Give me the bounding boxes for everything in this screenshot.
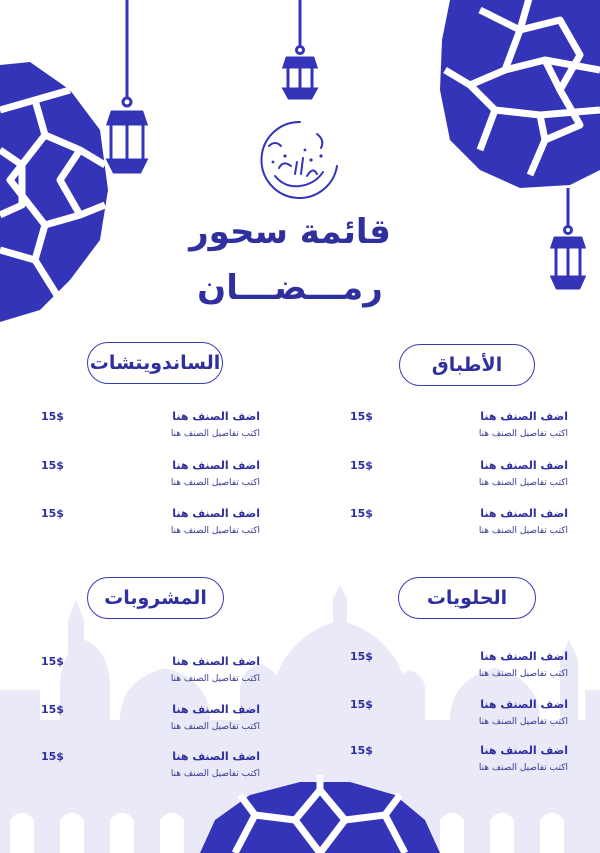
item-price: 15$ — [350, 650, 373, 663]
item-name: اضف الصنف هنا — [480, 698, 568, 711]
item-description: اكتب تفاصيل الصنف هنا — [170, 526, 260, 536]
item-description: اكتب تفاصيل الصنف هنا — [170, 769, 260, 779]
section-heading-desserts: الحلويات — [398, 577, 536, 619]
list-item — [400, 650, 568, 679]
list-item — [400, 507, 568, 536]
item-description: اكتب تفاصيل الصنف هنا — [478, 526, 568, 536]
item-price: 15$ — [350, 507, 373, 520]
list-item — [400, 698, 568, 727]
item-name: اضف الصنف هنا — [480, 650, 568, 663]
list-item — [92, 507, 260, 536]
item-description: اكتب تفاصيل الصنف هنا — [478, 763, 568, 773]
list-item — [92, 750, 260, 779]
section-heading-sandwiches: الساندويتشات — [87, 342, 223, 384]
list-item — [92, 410, 260, 439]
list-item — [400, 744, 568, 773]
item-price: 15$ — [350, 410, 373, 423]
item-name: اضف الصنف هنا — [480, 410, 568, 423]
item-price: 15$ — [350, 744, 373, 757]
calligraphy-emblem — [255, 116, 345, 206]
item-price: 15$ — [41, 655, 64, 668]
item-price: 15$ — [41, 410, 64, 423]
item-description: اكتب تفاصيل الصنف هنا — [170, 674, 260, 684]
section-heading-dishes: الأطباق — [399, 344, 535, 386]
item-description: اكتب تفاصيل الصنف هنا — [170, 478, 260, 488]
list-item — [400, 410, 568, 439]
item-description: اكتب تفاصيل الصنف هنا — [478, 429, 568, 439]
item-name: اضف الصنف هنا — [172, 750, 260, 763]
item-description: اكتب تفاصيل الصنف هنا — [478, 478, 568, 488]
item-name: اضف الصنف هنا — [172, 703, 260, 716]
item-name: اضف الصنف هنا — [172, 507, 260, 520]
list-item — [92, 655, 260, 684]
item-description: اكتب تفاصيل الصنف هنا — [170, 429, 260, 439]
item-price: 15$ — [41, 459, 64, 472]
item-name: اضف الصنف هنا — [172, 459, 260, 472]
item-price: 15$ — [350, 459, 373, 472]
item-price: 15$ — [41, 507, 64, 520]
list-item — [92, 459, 260, 488]
menu-subtitle: رمـــضـــان — [197, 268, 383, 308]
item-name: اضف الصنف هنا — [480, 744, 568, 757]
section-heading-drinks: المشروبات — [87, 577, 224, 619]
item-price: 15$ — [41, 703, 64, 716]
list-item — [92, 703, 260, 732]
list-item — [400, 459, 568, 488]
item-description: اكتب تفاصيل الصنف هنا — [478, 717, 568, 727]
item-name: اضف الصنف هنا — [480, 459, 568, 472]
item-name: اضف الصنف هنا — [172, 655, 260, 668]
item-price: 15$ — [350, 698, 373, 711]
item-description: اكتب تفاصيل الصنف هنا — [478, 669, 568, 679]
item-description: اكتب تفاصيل الصنف هنا — [170, 722, 260, 732]
menu-title: قائمة سحور — [189, 212, 391, 252]
item-name: اضف الصنف هنا — [172, 410, 260, 423]
item-name: اضف الصنف هنا — [480, 507, 568, 520]
item-price: 15$ — [41, 750, 64, 763]
